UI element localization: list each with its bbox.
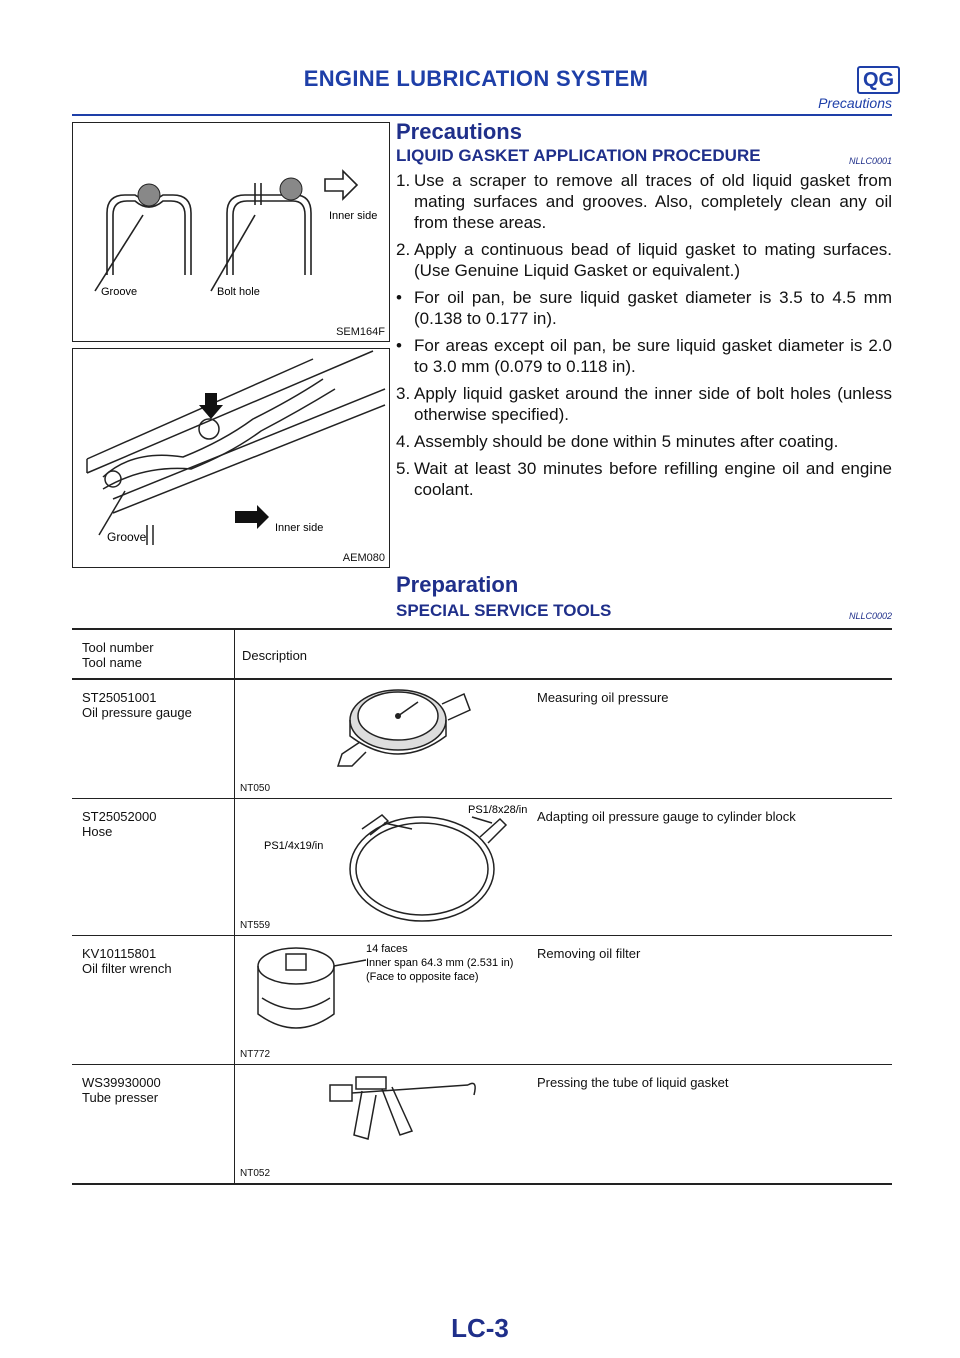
step-bullet: • For areas except oil pan, be sure liquid gasket diameter is 2.0 to 3.0 mm (0.079 to 0.118 in). <box>396 336 892 376</box>
groove-label: Groove <box>107 530 147 544</box>
groove-diagram <box>73 123 389 341</box>
step-item: 4. Assembly should be done within 5 minutes after coating. <box>396 432 839 451</box>
procedure-steps <box>396 170 892 506</box>
gasket-bead-figure <box>72 348 390 568</box>
image-id: NT050 <box>240 783 271 794</box>
column-header-description: Description <box>242 648 308 663</box>
tool-name: Oil pressure gauge <box>82 705 192 720</box>
oil-filter-wrench-illustration <box>242 936 532 1056</box>
tool-number: KV10115801 <box>82 946 157 961</box>
groove-bolt-hole-figure <box>72 122 390 342</box>
page-number: LC-3 <box>451 1313 509 1343</box>
tool-name: Oil filter wrench <box>82 961 172 976</box>
tool-description: Measuring oil pressure <box>537 690 669 705</box>
step-item: 2. Apply a continuous bead of liquid gasket to mating surfaces. (Use Genuine Liquid Gasket or equivalent.) <box>396 240 892 280</box>
oil-pressure-gauge-illustration <box>242 680 522 785</box>
wrench-callout-span: Inner span 64.3 mm (2.531 in) <box>366 957 514 969</box>
hose-callout-top: PS1/8x28/in <box>468 804 528 816</box>
tool-number: WS39930000 <box>82 1075 161 1090</box>
step-item: 3. Apply liquid gasket around the inner side of bolt holes (unless otherwise specified). <box>396 384 892 424</box>
bolt-hole-label: Bolt hole <box>217 286 260 298</box>
table-row <box>72 680 892 799</box>
tool-description: Removing oil filter <box>537 946 641 961</box>
tool-name: Tube presser <box>82 1090 159 1105</box>
tool-description: Pressing the tube of liquid gasket <box>537 1075 729 1090</box>
tool-number: ST25051001 <box>82 690 157 705</box>
tool-description: Adapting oil pressure gauge to cylinder block <box>537 809 796 824</box>
figure-id: SEM164F <box>336 326 385 338</box>
liquid-gasket-subheading: LIQUID GASKET APPLICATION PROCEDURE NLLC0001 <box>396 146 892 166</box>
image-id: NT772 <box>240 1049 271 1060</box>
inner-side-label: Inner side <box>329 210 378 222</box>
gasket-bead-diagram <box>73 349 389 567</box>
section-code: NLLC0002 <box>848 611 892 621</box>
table-row <box>72 936 892 1065</box>
wrench-callout-face: (Face to opposite face) <box>366 971 479 983</box>
figure-id: AEM080 <box>342 552 385 564</box>
inner-side-label: Inner side <box>275 522 324 534</box>
precautions-heading: Precautions <box>396 119 522 144</box>
special-tools-subheading: SPECIAL SERVICE TOOLS NLLC0002 <box>396 601 892 621</box>
wrench-callout-faces: 14 faces <box>366 943 408 955</box>
tube-presser-illustration <box>242 1065 532 1170</box>
header-rule <box>72 114 892 116</box>
groove-label: Groove <box>101 286 138 298</box>
section-title: ENGINE LUBRICATION SYSTEM <box>303 66 649 91</box>
tool-number: ST25052000 <box>82 809 157 824</box>
image-id: NT052 <box>240 1168 271 1179</box>
section-subtitle: Precautions <box>818 95 892 111</box>
tool-name: Hose <box>82 824 113 839</box>
step-bullet: • For oil pan, be sure liquid gasket diameter is 3.5 to 4.5 mm (0.138 to 0.177 in). <box>396 288 892 328</box>
special-service-tools-table <box>72 628 892 1185</box>
hose-callout-left: PS1/4x19/in <box>264 840 324 852</box>
step-item: 5. Wait at least 30 minutes before refilling engine oil and engine coolant. <box>396 459 892 499</box>
section-code: NLLC0001 <box>848 156 892 166</box>
table-row <box>72 799 892 936</box>
table-row <box>72 1065 892 1185</box>
engine-code-badge: QG <box>857 66 900 94</box>
preparation-heading: Preparation <box>396 572 519 597</box>
table-header-row <box>72 630 892 680</box>
step-item: 1. Use a scraper to remove all traces of old liquid gasket from mating surfaces and grooves. Also, completely clean any oil from these areas. <box>396 171 892 232</box>
hose-illustration <box>242 799 532 934</box>
image-id: NT559 <box>240 920 271 931</box>
column-header-tool: Tool number Tool name <box>82 640 154 670</box>
